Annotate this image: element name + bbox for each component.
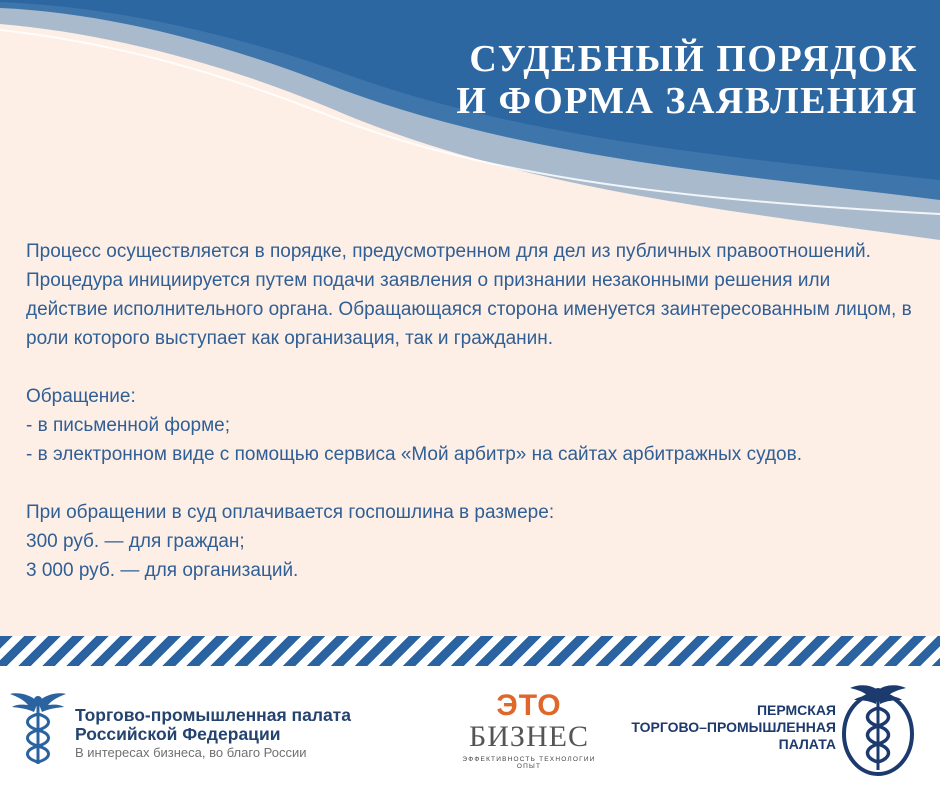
perm-tpp-name-line1: ПЕРМСКАЯ [756, 702, 836, 718]
page-title [456, 38, 918, 122]
tpp-rf-tagline: В интересах бизнеса, во благо России [75, 745, 307, 760]
appeal-item: - в письменной форме; [26, 415, 231, 436]
perm-tpp-name [631, 702, 836, 753]
eto-logo-subtitle: ЭФФЕКТИВНОСТЬ ТЕХНОЛОГИИ ОПЫТ [462, 756, 596, 770]
perm-tpp-logo [620, 680, 932, 780]
appeal-item: - в электронном виде с помощью сервиса «Мой арбитр» на сайтах арбитражных судов. [26, 444, 802, 465]
fee-heading: При обращении в суд оплачивается госпошлина в размере: [26, 502, 555, 523]
caduceus-icon [8, 688, 68, 768]
caduceus-emblem-icon [838, 682, 918, 778]
tpp-rf-logo [8, 688, 408, 768]
fee-item: 300 руб. — для граждан; [26, 531, 245, 552]
perm-tpp-name-line2: ТОРГОВО–ПРОМЫШЛЕННАЯ [631, 719, 836, 735]
eto-logo-bottom: БИЗНЕС [469, 720, 589, 753]
main-content [26, 237, 916, 585]
perm-tpp-name-line3: ПАЛАТА [778, 736, 836, 752]
fee-item: 3 000 руб. — для организаций. [26, 560, 299, 581]
tpp-rf-name-line1: Торгово-промышленная палата [75, 705, 351, 725]
tpp-rf-name [75, 706, 351, 744]
striped-divider [0, 636, 940, 666]
eto-biznes-logo [455, 690, 603, 770]
appeal-heading: Обращение: [26, 386, 136, 407]
tpp-rf-name-line2: Российской Федерации [75, 724, 281, 744]
intro-paragraph: Процесс осуществляется в порядке, предусмотренном для дел из публичных правоотношений. Процедура инициируется путем подачи заявления о признании незаконными решения или действие исполнительного органа. Обращающаяся сторона именуется заинтересованным лицом, в роли которого выступает как организация, так и гражданин. [26, 241, 912, 349]
title-line-2: И ФОРМА ЗАЯВЛЕНИЯ [456, 80, 918, 122]
title-line-1: СУДЕБНЫЙ ПОРЯДОК [469, 38, 918, 80]
eto-logo-top: ЭТО [496, 689, 562, 722]
